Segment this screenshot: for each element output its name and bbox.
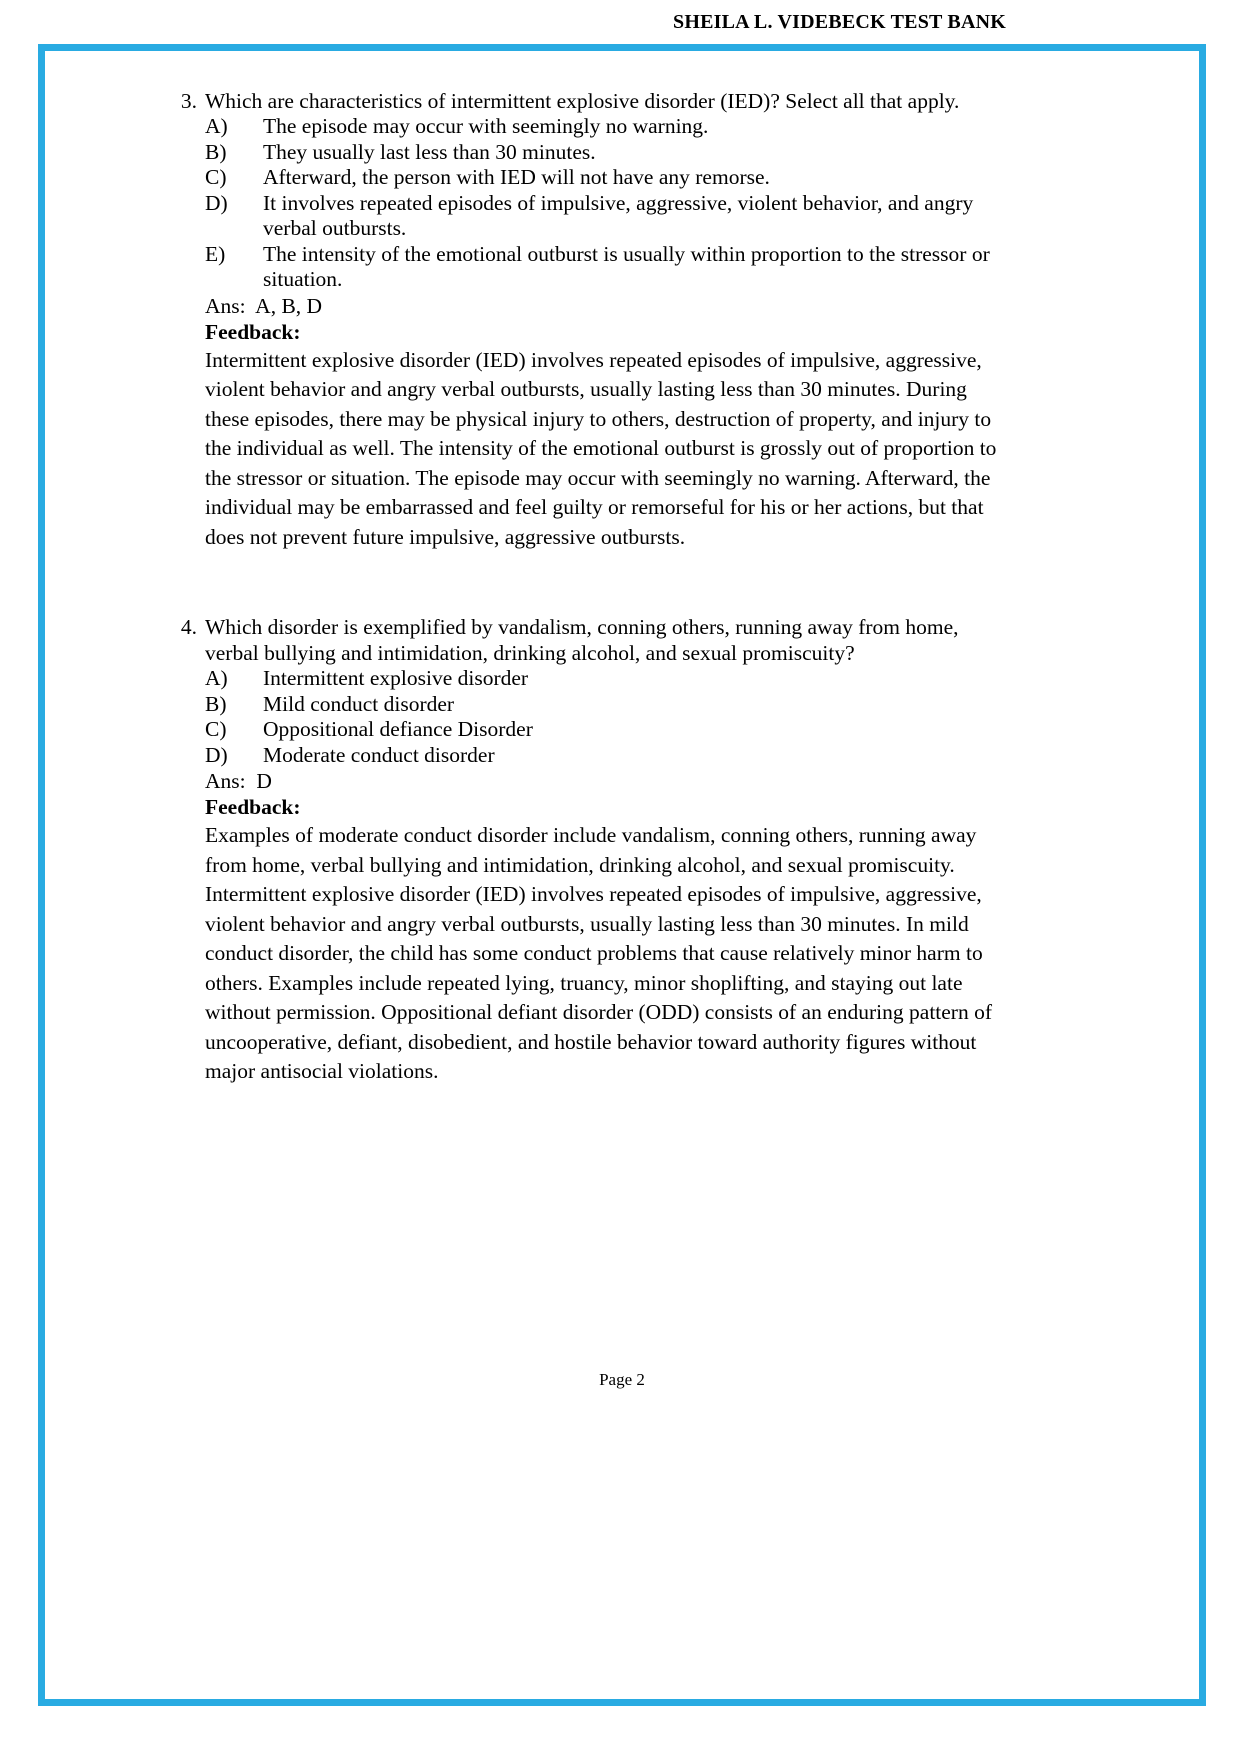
option-text: The intensity of the emotional outburst is usually within proportion to the stressor or situation. xyxy=(263,241,990,291)
option-letter: C) xyxy=(205,165,227,189)
option-a[interactable] xyxy=(175,666,1010,692)
option-text: Oppositional defiance Disorder xyxy=(263,717,533,741)
page-header xyxy=(0,0,1244,44)
option-letter: A) xyxy=(205,666,228,690)
option-b[interactable] xyxy=(175,692,1010,718)
option-letter: E) xyxy=(205,241,226,266)
page-footer xyxy=(0,1370,1244,1390)
option-letter: D) xyxy=(205,742,228,767)
option-letter: B) xyxy=(205,139,227,164)
option-d[interactable] xyxy=(175,743,1010,769)
question-stem xyxy=(175,88,1010,114)
page-number-label: Page 2 xyxy=(599,1370,645,1389)
option-letter: A) xyxy=(205,114,228,138)
option-letter: D) xyxy=(205,190,228,215)
option-d[interactable] xyxy=(175,191,1010,242)
option-a[interactable] xyxy=(175,114,1010,140)
feedback-label: Feedback: xyxy=(205,319,301,344)
question-number: 3. xyxy=(180,89,197,113)
option-letter: C) xyxy=(205,717,227,741)
option-c[interactable] xyxy=(175,165,1010,191)
answer-line: Ans: D xyxy=(205,769,272,793)
option-text: They usually last less than 30 minutes. xyxy=(263,139,596,164)
option-text: Afterward, the person with IED will not have any remorse. xyxy=(263,165,770,189)
feedback-label: Feedback: xyxy=(205,795,301,819)
question-block-3 xyxy=(175,88,1010,552)
option-text: Moderate conduct disorder xyxy=(263,742,495,767)
question-number: 4. xyxy=(180,615,197,639)
option-text: The episode may occur with seemingly no warning. xyxy=(263,114,709,138)
question-text: Which disorder is exemplified by vandalism, conning others, running away from home, verbal bullying and intimidation, drinking alcohol, and sexual promiscuity? xyxy=(205,615,959,665)
question-block-4 xyxy=(175,614,1010,1087)
feedback-text: Intermittent explosive disorder (IED) involves repeated episodes of impulsive, aggressive, violent behavior and angry verbal outbursts, usually lasting less than 30 minutes. During these episodes, there may be physical injury to others, destruction of property, and injury to the individual as well. The intensity of the emotional outburst is grossly out of proportion to the stressor or situation. The episode may occur with seemingly no warning. Afterward, the individual may be embarrassed and feel guilty or remorseful for his or her actions, but that does not prevent future impulsive, aggressive outbursts. xyxy=(205,347,997,549)
option-text: Mild conduct disorder xyxy=(263,691,455,716)
feedback-text: Examples of moderate conduct disorder include vandalism, conning others, running away from home, verbal bullying and intimidation, drinking alcohol, and sexual promiscuity. Intermittent explosive disorder (IED) involves repeated episodes of impulsive, aggressive, violent behavior and angry verbal outbursts, usually lasting less than 30 minutes. In mild conduct disorder, the child has some conduct problems that cause relatively minor harm to others. Examples include repeated lying, truancy, minor shoplifting, and staying out late without permission. Oppositional defiant disorder (ODD) consists of an enduring pattern of uncooperative, defiant, disobedient, and hostile behavior toward authority figures without major antisocial violations. xyxy=(205,823,992,1083)
option-e[interactable] xyxy=(175,242,1010,293)
document-content xyxy=(175,88,1010,1087)
header-title: SHEILA L. VIDEBECK TEST BANK xyxy=(673,10,1006,33)
options-list xyxy=(175,114,1010,293)
option-b[interactable] xyxy=(175,140,1010,166)
question-stem xyxy=(175,614,1010,666)
option-text: Intermittent explosive disorder xyxy=(263,666,529,690)
question-text: Which are characteristics of intermittent explosive disorder (IED)? Select all that apply. xyxy=(205,89,960,113)
option-text: It involves repeated episodes of impulsive, aggressive, violent behavior, and angry verbal outbursts. xyxy=(263,190,974,240)
answer-line: Ans: A, B, D xyxy=(205,293,323,318)
option-c[interactable] xyxy=(175,717,1010,743)
option-letter: B) xyxy=(205,691,227,716)
options-list xyxy=(175,666,1010,768)
